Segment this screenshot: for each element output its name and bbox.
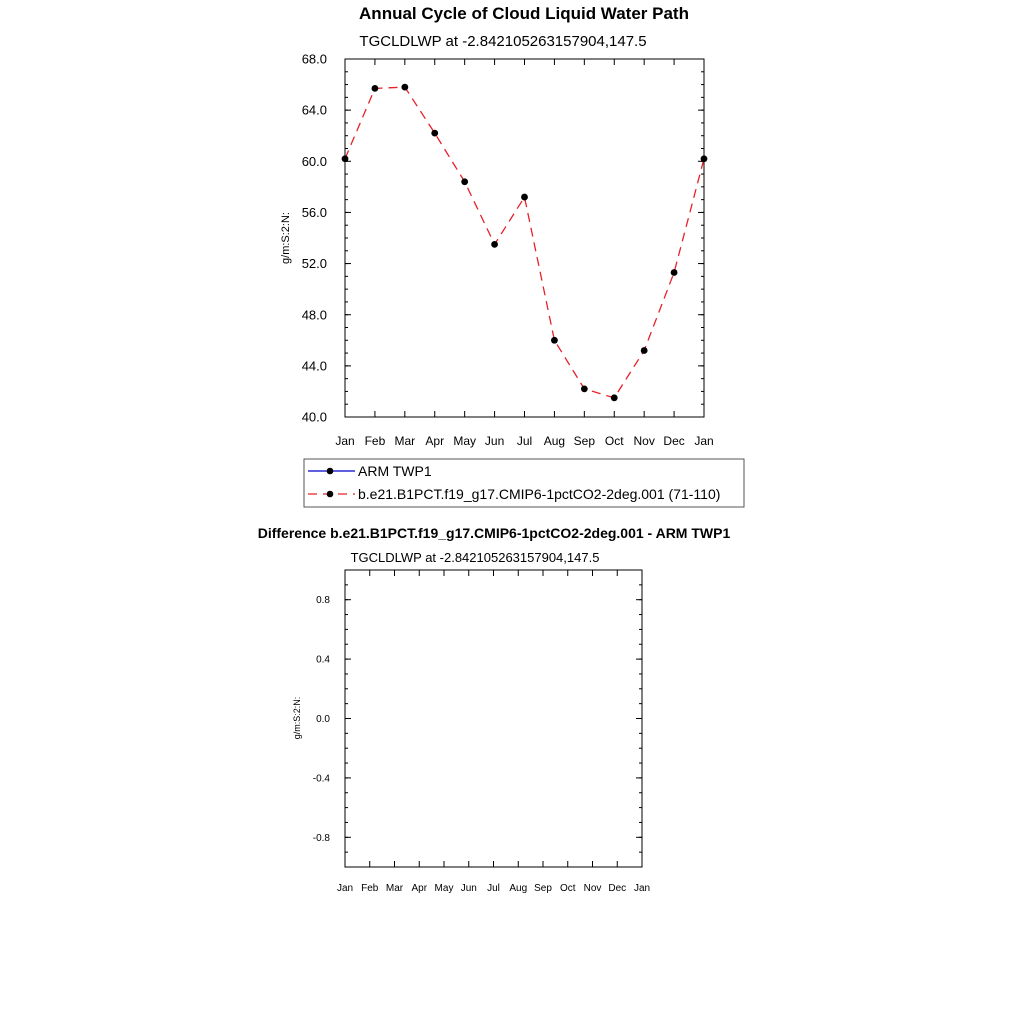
data-point: [401, 84, 408, 91]
data-point: [521, 194, 528, 201]
chart-subtitle: TGCLDLWP at -2.842105263157904,147.5: [359, 33, 647, 50]
y-tick-label: 68.0: [301, 51, 327, 67]
x-tick-label: Jan: [633, 883, 651, 894]
difference-chart-title: Difference b.e21.B1PCT.f19_g17.CMIP6-1pctCO2-2deg.001 - ARM TWP1: [257, 525, 731, 541]
x-tick-label: Jan: [694, 434, 714, 448]
x-tick-label: Oct: [604, 434, 624, 448]
data-point: [641, 347, 648, 354]
legend-label-model: b.e21.B1PCT.f19_g17.CMIP6-1pctCO2-2deg.001 (71-110): [358, 486, 721, 502]
x-tick-label: Sep: [534, 883, 552, 894]
x-tick-label: Dec: [608, 883, 627, 894]
y-tick-label: 40.0: [301, 409, 327, 425]
chart-title: Annual Cycle of Cloud Liquid Water Path: [359, 4, 689, 23]
x-tick-label: Jun: [484, 434, 505, 448]
x-tick-label: May: [453, 434, 477, 448]
x-tick-label: Nov: [633, 434, 655, 448]
plot-frame: [345, 59, 704, 417]
data-point: [431, 130, 438, 137]
x-tick-label: Aug: [509, 883, 528, 894]
legend-marker-arm-twp1: [327, 468, 334, 475]
x-tick-label: Jul: [516, 434, 533, 448]
difference-y-axis-label: g/m:S:2:N:: [292, 696, 302, 740]
y-tick-label: 0.4: [316, 654, 330, 666]
plot-frame: [345, 570, 642, 867]
y-tick-label: 64.0: [301, 102, 327, 118]
plot-area-difference: [313, 570, 650, 894]
x-tick-label: Feb: [361, 883, 379, 894]
data-point: [671, 269, 678, 276]
y-tick-label: -0.4: [312, 773, 330, 785]
legend-marker-model: [327, 491, 334, 498]
x-tick-label: Apr: [411, 883, 428, 894]
x-tick-label: Jun: [460, 883, 477, 894]
series-line: [345, 87, 704, 398]
x-tick-label: Apr: [425, 434, 445, 448]
x-tick-label: Dec: [663, 434, 685, 448]
y-tick-label: 52.0: [301, 256, 327, 272]
x-tick-label: Oct: [559, 883, 576, 894]
x-tick-label: Jul: [487, 883, 500, 894]
x-tick-label: Sep: [573, 434, 596, 448]
legend: [304, 459, 744, 507]
data-point: [611, 394, 618, 401]
y-tick-label: 44.0: [301, 358, 327, 374]
plot-area-annual-cycle: [302, 52, 714, 448]
data-point: [372, 85, 379, 92]
y-axis-label: g/m:S:2:N:: [280, 212, 292, 264]
data-point: [551, 337, 558, 344]
legend-label-arm-twp1: ARM TWP1: [358, 463, 432, 479]
x-tick-label: Jan: [335, 434, 355, 448]
y-tick-label: 56.0: [301, 204, 327, 220]
difference-chart-subtitle: TGCLDLWP at -2.842105263157904,147.5: [350, 550, 600, 565]
data-point: [701, 155, 708, 162]
data-point: [342, 155, 349, 162]
y-tick-label: 48.0: [301, 307, 327, 323]
x-tick-label: Nov: [583, 883, 602, 894]
data-point: [491, 241, 498, 248]
x-tick-label: Aug: [543, 434, 566, 448]
x-tick-label: May: [434, 883, 454, 894]
y-tick-label: -0.8: [312, 832, 330, 844]
x-tick-label: Mar: [385, 883, 404, 894]
x-tick-label: Jan: [336, 883, 354, 894]
x-tick-label: Mar: [394, 434, 416, 448]
y-tick-label: 0.0: [316, 714, 330, 725]
data-point: [461, 178, 468, 185]
x-tick-label: Feb: [364, 434, 386, 448]
y-tick-label: 60.0: [301, 153, 327, 169]
y-tick-label: 0.8: [316, 595, 330, 607]
data-point: [581, 385, 588, 392]
